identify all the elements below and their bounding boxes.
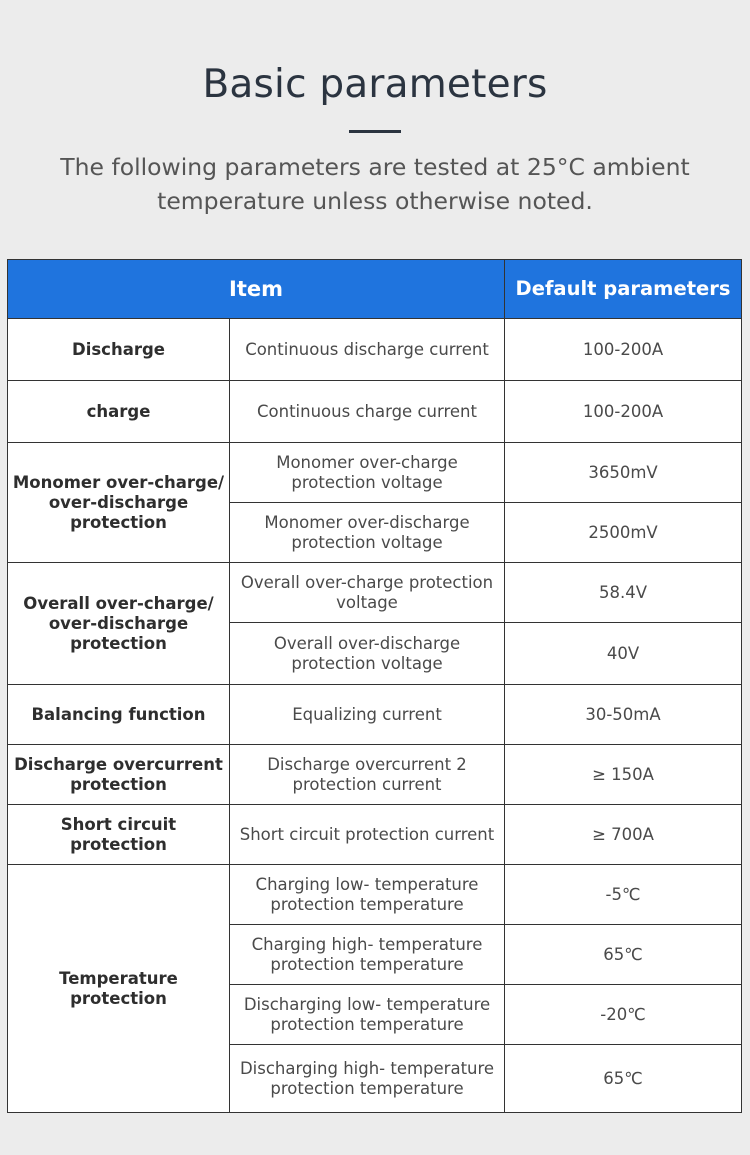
value-cell: 100-200A bbox=[505, 319, 742, 381]
category-cell: Overall over-charge/ over-discharge protection bbox=[8, 563, 230, 685]
item-cell: Continuous discharge current bbox=[230, 319, 505, 381]
item-cell: Continuous charge current bbox=[230, 381, 505, 443]
item-cell: Short circuit protection current bbox=[230, 805, 505, 865]
item-cell: Overall over-discharge protection voltage bbox=[230, 623, 505, 685]
item-cell: Charging high- temperature protection temperature bbox=[230, 925, 505, 985]
item-cell: Equalizing current bbox=[230, 685, 505, 745]
column-header-item: Item bbox=[8, 260, 505, 319]
table-row bbox=[8, 865, 742, 925]
subtitle-line-2: temperature unless otherwise noted. bbox=[157, 187, 593, 215]
table-row bbox=[8, 443, 742, 503]
value-cell: 3650mV bbox=[505, 443, 742, 503]
title-underline bbox=[349, 130, 401, 133]
value-cell: 2500mV bbox=[505, 503, 742, 563]
page-title: Basic parameters bbox=[202, 62, 548, 107]
category-cell: Short circuit protection bbox=[8, 805, 230, 865]
column-header-default: Default parameters bbox=[505, 260, 742, 319]
value-cell: 30-50mA bbox=[505, 685, 742, 745]
item-cell: Monomer over-charge protection voltage bbox=[230, 443, 505, 503]
value-cell: -5℃ bbox=[505, 865, 742, 925]
item-cell: Overall over-charge protection voltage bbox=[230, 563, 505, 623]
value-cell: 65℃ bbox=[505, 925, 742, 985]
value-cell: 65℃ bbox=[505, 1045, 742, 1113]
category-cell: Discharge overcurrent protection bbox=[8, 745, 230, 805]
item-cell: Monomer over-discharge protection voltage bbox=[230, 503, 505, 563]
value-cell: 40V bbox=[505, 623, 742, 685]
table-row bbox=[8, 805, 742, 865]
item-cell: Discharge overcurrent 2 protection current bbox=[230, 745, 505, 805]
page-subtitle bbox=[40, 150, 710, 218]
value-cell: -20℃ bbox=[505, 985, 742, 1045]
table-header-row bbox=[8, 260, 742, 319]
table-row bbox=[8, 685, 742, 745]
category-cell: Balancing function bbox=[8, 685, 230, 745]
table-row bbox=[8, 381, 742, 443]
category-cell: charge bbox=[8, 381, 230, 443]
parameters-table bbox=[7, 259, 742, 1113]
category-cell: Monomer over-charge/ over-discharge protection bbox=[8, 443, 230, 563]
value-cell: 100-200A bbox=[505, 381, 742, 443]
value-cell: 58.4V bbox=[505, 563, 742, 623]
table-row bbox=[8, 563, 742, 623]
table-row bbox=[8, 745, 742, 805]
value-cell: ≥ 700A bbox=[505, 805, 742, 865]
item-cell: Discharging high- temperature protection temperature bbox=[230, 1045, 505, 1113]
category-cell: Discharge bbox=[8, 319, 230, 381]
subtitle-line-1: The following parameters are tested at 25°C ambient bbox=[60, 153, 690, 181]
table-row bbox=[8, 319, 742, 381]
category-cell: Temperature protection bbox=[8, 865, 230, 1113]
item-cell: Discharging low- temperature protection temperature bbox=[230, 985, 505, 1045]
value-cell: ≥ 150A bbox=[505, 745, 742, 805]
item-cell: Charging low- temperature protection temperature bbox=[230, 865, 505, 925]
